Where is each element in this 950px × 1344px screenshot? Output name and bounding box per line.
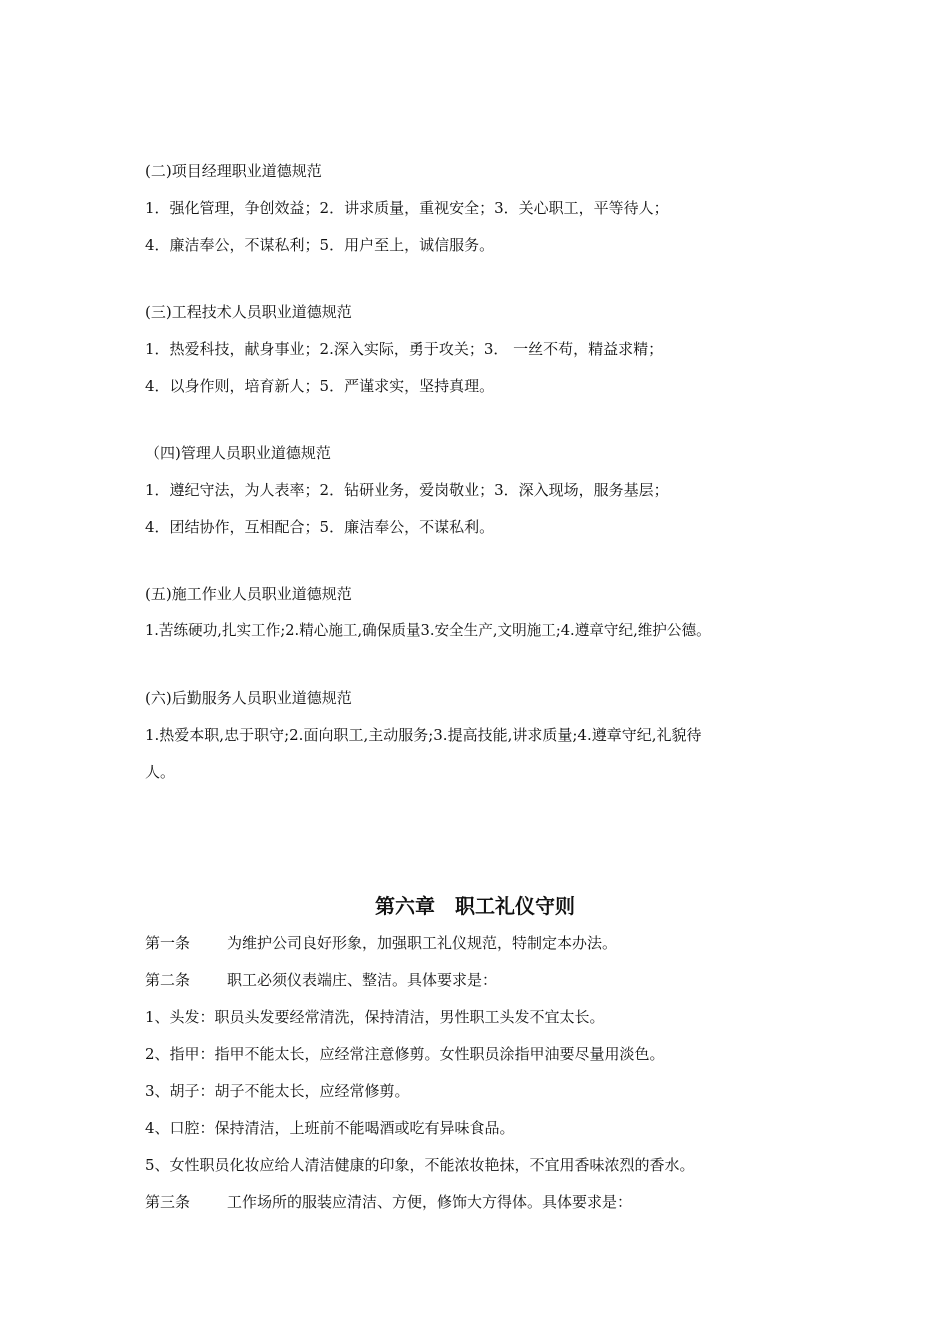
section-line: 人。 [145,763,176,781]
list-item-nails: 2、指甲：指甲不能太长，应经常注意修剪。女性职员涂指甲油要尽量用淡色。 [145,1045,665,1063]
section-heading-logistics-staff: (六)后勤服务人员职业道德规范 [145,689,352,707]
list-item-hair: 1、头发：职员头发要经常清洗，保持清洁，男性职工头发不宜太长。 [145,1008,605,1026]
article-label: 第二条 [145,971,191,989]
section-line: 1．热爱科技，献身事业；2.深入实际，勇于攻关；3． 一丝不苟，精益求精； [145,340,664,358]
section-heading-engineering-staff: (三)工程技术人员职业道德规范 [145,303,352,321]
list-item-makeup: 5、女性职员化妆应给人清洁健康的印象，不能浓妆艳抹，不宜用香味浓烈的香水。 [145,1156,695,1174]
section-line: 1．强化管理，争创效益；2．讲求质量，重视安全；3．关心职工，平等待人； [145,199,669,217]
list-item-beard: 3、胡子：胡子不能太长，应经常修剪。 [145,1082,410,1100]
article-third [145,1192,632,1212]
article-text: 职工必须仪表端庄、整洁。具体要求是： [227,971,498,989]
section-line: 4．廉洁奉公，不谋私利；5．用户至上，诚信服务。 [145,236,495,254]
article-first [145,933,617,953]
article-text: 工作场所的服装应清洁、方便，修饰大方得体。具体要求是： [227,1193,633,1211]
section-line: 1.苦练硬功,扎实工作;2.精心施工,确保质量3.安全生产,文明施工;4.遵章守纪,维护公德。 [145,622,711,639]
section-heading-construction-workers: (五)施工作业人员职业道德规范 [145,585,352,603]
chapter-title: 第六章 职工礼仪守则 [375,894,575,918]
section-line: 1.热爱本职,忠于职守;2.面向职工,主动服务;3.提高技能,讲求质量;4.遵章守纪,礼貌待 [145,726,702,744]
section-line: 4．以身作则，培育新人；5．严谨求实，坚持真理。 [145,377,495,395]
section-heading-management-staff: （四)管理人员职业道德规范 [145,444,331,462]
article-text: 为维护公司良好形象，加强职工礼仪规范，特制定本办法。 [227,934,618,952]
section-line: 1．遵纪守法，为人表率；2．钻研业务，爱岗敬业；3．深入现场，服务基层； [145,481,669,499]
section-line: 4．团结协作，互相配合；5．廉洁奉公，不谋私利。 [145,518,495,536]
section-heading-project-manager: (二)项目经理职业道德规范 [145,162,322,180]
article-label: 第三条 [145,1193,191,1211]
list-item-mouth: 4、口腔：保持清洁，上班前不能喝酒或吃有异味食品。 [145,1119,515,1137]
article-label: 第一条 [145,934,191,952]
article-second [145,970,497,990]
